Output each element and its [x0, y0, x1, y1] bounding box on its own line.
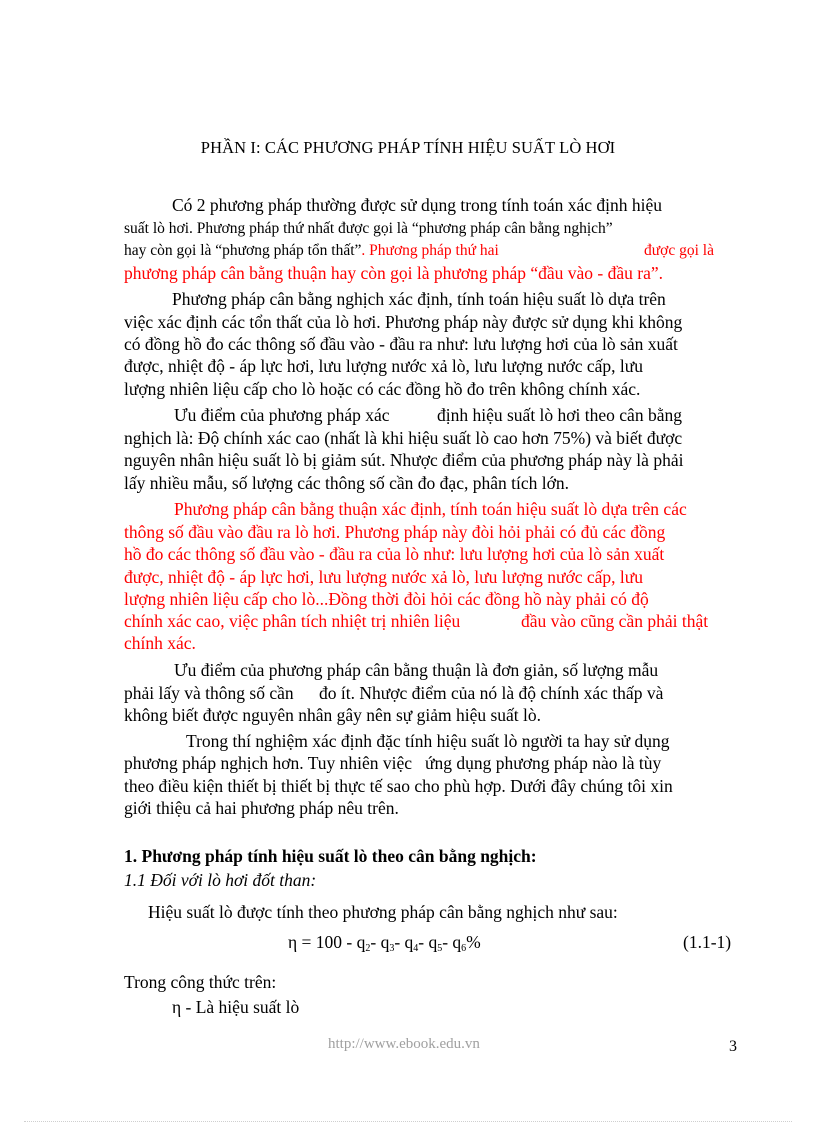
- paragraph-1-line-2: suất lò hơi. Phương pháp thứ nhất được gọi là “phương pháp cân bằng nghịch”: [124, 220, 613, 237]
- paragraph-4-line-1: Phương pháp cân bằng thuận xác định, tính toán hiệu suất lò dựa trên các: [174, 499, 687, 519]
- paragraph-3-line-4: lấy nhiều mẫu, số lượng các thông số cần đo đạc, phân tích lớn.: [124, 473, 569, 493]
- page-title: PHẦN I: CÁC PHƯƠNG PHÁP TÍNH HIỆU SUẤT LÒ HƠI: [200, 138, 616, 157]
- formula-minus: -: [394, 932, 401, 952]
- paragraph-4-line-7: chính xác.: [124, 633, 196, 653]
- formula-sub-2: 2: [365, 943, 371, 954]
- paragraph-6-line-2-part-b: ứng dụng phương pháp nào là tùy: [425, 753, 662, 773]
- formula-unit: %: [466, 932, 481, 952]
- paragraph-1-line-4: phương pháp cân bằng thuận hay còn gọi là phương pháp “đầu vào - đầu ra”.: [124, 263, 663, 283]
- section-1-intro: Hiệu suất lò được tính theo phương pháp cân bằng nghịch như sau:: [148, 902, 618, 922]
- formula-minus: -: [442, 932, 449, 952]
- paragraph-5-line-1: Ưu điểm của phương pháp cân bằng thuận là đơn giản, số lượng mẫu: [174, 660, 659, 680]
- paragraph-5-line-2-part-a: phải lấy và thông số cần: [124, 683, 294, 703]
- formula-minus: -: [370, 932, 377, 952]
- paragraph-6-line-4: giới thiệu cả hai phương pháp nêu trên.: [124, 798, 399, 818]
- paragraph-2-line-2: việc xác định các tổn thất của lò hơi. Phương pháp này được sử dụng khi không: [124, 312, 683, 332]
- paragraph-1-line-1: Có 2 phương pháp thường được sử dụng trong tính toán xác định hiệu: [172, 195, 663, 215]
- formula-sub-6: 6: [461, 943, 467, 954]
- formula-q-3: q: [380, 932, 390, 952]
- paragraph-2-line-5: lượng nhiên liệu cấp cho lò hoặc có các đồng hồ đo trên không chính xác.: [124, 379, 641, 399]
- paragraph-4-line-6-part-a: chính xác cao, việc phân tích nhiệt trị nhiên liệu: [124, 611, 461, 631]
- paragraph-4-line-2: thông số đầu vào đầu ra lò hơi. Phương pháp này đòi hỏi phải có đủ các đồng: [124, 522, 666, 542]
- paragraph-4-line-5: lượng nhiên liệu cấp cho lò...Đồng thời đòi hỏi các đồng hồ này phải có độ: [124, 589, 649, 609]
- efficiency-formula: [288, 931, 481, 960]
- paragraph-3-line-2: nghịch là: Độ chính xác cao (nhất là khi hiệu suất lò cao hơn 75%) và biết được: [124, 428, 683, 448]
- section-1-1-subheading: 1.1 Đối với lò hơi đốt than:: [124, 870, 317, 890]
- page-number: 3: [729, 1038, 737, 1055]
- where-label: Trong công thức trên:: [124, 972, 277, 992]
- formula-minus: -: [418, 932, 425, 952]
- formula-q-5: q: [428, 932, 438, 952]
- formula-q-6: q: [452, 932, 462, 952]
- paragraph-4-line-3: hồ đo các thông số đầu vào - đầu ra của lò như: lưu lượng hơi của lò sản xuất: [124, 544, 665, 564]
- formula-q-2: q: [356, 932, 366, 952]
- formula-sub-5: 5: [437, 943, 443, 954]
- section-1-heading: 1. Phương pháp tính hiệu suất lò theo cân bằng nghịch:: [124, 846, 537, 866]
- eta-definition: η - Là hiệu suất lò: [172, 997, 300, 1017]
- formula-number: (1.1-1): [683, 932, 732, 952]
- footer-url: http://www.ebook.edu.vn: [328, 1036, 480, 1052]
- paragraph-1-line-3-part-b: . Phương pháp thứ hai: [361, 242, 499, 259]
- paragraph-6-line-3: theo điều kiện thiết bị thiết bị thực tế sao cho phù hợp. Dưới đây chúng tôi xin: [124, 776, 673, 796]
- paragraph-4-line-4: được, nhiệt độ - áp lực hơi, lưu lượng nước xả lò, lưu lượng nước cấp, lưu: [124, 567, 643, 587]
- paragraph-6-line-2-part-a: phương pháp nghịch hơn. Tuy nhiên việc: [124, 753, 413, 773]
- paragraph-2-line-1: Phương pháp cân bằng nghịch xác định, tính toán hiệu suất lò dựa trên: [172, 289, 666, 309]
- formula-sub-3: 3: [389, 943, 395, 954]
- formula-lhs: η = 100 -: [288, 932, 353, 952]
- paragraph-1-line-3-part-c: được gọi là: [644, 242, 714, 259]
- paragraph-4-line-6-part-b: đầu vào cũng cần phải thật: [521, 611, 709, 631]
- paragraph-1-line-3: [124, 240, 499, 262]
- paragraph-6-line-1: Trong thí nghiệm xác định đặc tính hiệu suất lò người ta hay sử dụng: [186, 731, 670, 751]
- formula-sub-4: 4: [413, 943, 419, 954]
- paragraph-3-line-3: nguyên nhân hiệu suất lò bị giảm sút. Nhược điểm của phương pháp này là phải: [124, 450, 684, 470]
- formula-q-4: q: [404, 932, 414, 952]
- paragraph-3-line-1-part-b: định hiệu suất lò hơi theo cân bằng: [437, 405, 682, 425]
- paragraph-3-line-1-part-a: Ưu điểm của phương pháp xác: [174, 405, 390, 425]
- page-bottom-divider: [24, 1121, 792, 1122]
- paragraph-5-line-2-part-b: đo ít. Nhược điểm của nó là độ chính xác thấp và: [319, 683, 664, 703]
- paragraph-5-line-3: không biết được nguyên nhân gây nên sự giảm hiệu suất lò.: [124, 705, 542, 725]
- paragraph-1-line-3-part-a: hay còn gọi là “phương pháp tổn thất”: [124, 242, 362, 259]
- paragraph-2-line-4: được, nhiệt độ - áp lực hơi, lưu lượng nước xả lò, lưu lượng nước cấp, lưu: [124, 356, 643, 376]
- paragraph-2-line-3: có đồng hồ đo các thông số đầu vào - đầu ra như: lưu lượng hơi của lò sản xuất: [124, 334, 678, 354]
